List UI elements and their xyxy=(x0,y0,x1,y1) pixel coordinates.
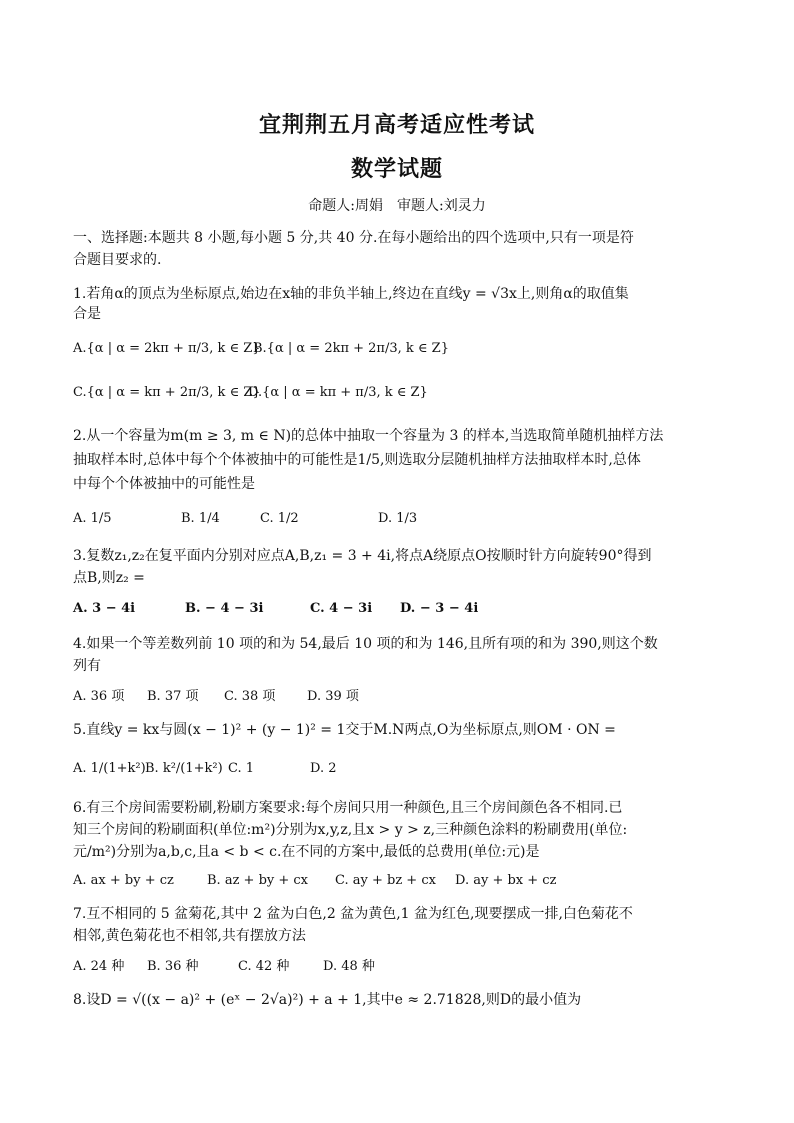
q1-stem-line1: 1.若角α的顶点为坐标原点,始边在x轴的非负半轴上,终边在直线y = √3x上,则角α的取值集 xyxy=(73,286,629,302)
q2-stem-line1: 2.从一个容量为m(m ≥ 3, m ∈ N)的总体中抽取一个容量为 3 的样本,当选取简单随机抽样方法 xyxy=(73,428,664,444)
q4-stem-line1: 4.如果一个等差数列前 10 项的和为 54,最后 10 项的和为 146,且所有项的和为 390,则这个数 xyxy=(73,636,658,652)
q6-option-a: A. ax + by + cz xyxy=(73,873,174,888)
q8-stem-line1: 8.设D = √((x − a)² + (eˣ − 2√a)²) + a + 1,其中e ≈ 2.71828,则D的最小值为 xyxy=(73,992,582,1008)
q5-option-a: A. 1/(1+k²) xyxy=(73,761,146,776)
q3-option-b: B. − 4 − 3i xyxy=(185,601,264,616)
q5-stem-line1: 5.直线y = kx与圆(x − 1)² + (y − 1)² = 1交于M.N两点,O为坐标原点,则OM · ON = xyxy=(73,722,616,738)
q4-option-b: B. 37 项 xyxy=(147,689,199,704)
q3-option-c: C. 4 − 3i xyxy=(310,601,373,616)
q5-option-c: C. 1 xyxy=(228,761,255,776)
q4-option-c: C. 38 项 xyxy=(224,689,276,704)
q1-option-d: D.{α | α = kπ + π/3, k ∈ Z} xyxy=(248,385,428,400)
q1-option-c: C.{α | α = kπ + 2π/3, k ∈ Z} xyxy=(73,385,261,400)
q1-stem-line2: 合是 xyxy=(73,306,101,322)
q2-option-b: B. 1/4 xyxy=(181,511,220,526)
q7-stem-line1: 7.互不相同的 5 盆菊花,其中 2 盆为白色,2 盆为黄色,1 盆为红色,现要摆成一排,白色菊花不 xyxy=(73,906,633,922)
q5-option-b: B. k²/(1+k²) xyxy=(145,761,223,776)
q2-stem-line3: 中每个个体被抽中的可能性是 xyxy=(73,476,255,492)
q2-option-c: C. 1/2 xyxy=(260,511,299,526)
q7-option-d: D. 48 种 xyxy=(323,959,375,974)
exam-authors: 命题人:周娟 审题人:刘灵力 xyxy=(308,198,486,214)
exam-title: 宜荆荆五月高考适应性考试 xyxy=(258,113,535,138)
q6-option-b: B. az + by + cx xyxy=(207,873,309,888)
q1-option-a: A.{α | α = 2kπ + π/3, k ∈ Z} xyxy=(73,341,261,356)
q7-option-a: A. 24 种 xyxy=(73,959,125,974)
q2-option-a: A. 1/5 xyxy=(73,511,112,526)
section-intro-line2: 合题目要求的. xyxy=(73,252,162,268)
q3-option-a: A. 3 − 4i xyxy=(73,601,136,616)
q6-stem-line3: 元/m²)分别为a,b,c,且a < b < c.在不同的方案中,最低的总费用(单位:元)是 xyxy=(73,844,540,860)
q3-stem-line2: 点B,则z₂ = xyxy=(73,570,145,586)
q6-stem-line1: 6.有三个房间需要粉刷,粉刷方案要求:每个房间只用一种颜色,且三个房间颜色各不相同.已 xyxy=(73,800,623,816)
q2-option-d: D. 1/3 xyxy=(378,511,418,526)
q7-stem-line2: 相邻,黄色菊花也不相邻,共有摆放方法 xyxy=(73,928,306,944)
q4-option-a: A. 36 项 xyxy=(73,689,125,704)
q4-stem-line2: 列有 xyxy=(73,658,101,674)
q2-stem-line2: 抽取样本时,总体中每个个体被抽中的可能性是1/5,则选取分层随机抽样方法抽取样本时,总体 xyxy=(73,452,641,468)
q4-option-d: D. 39 项 xyxy=(307,689,359,704)
q3-option-d: D. − 3 − 4i xyxy=(400,601,479,616)
q7-option-b: B. 36 种 xyxy=(147,959,199,974)
q6-stem-line2: 知三个房间的粉刷面积(单位:m²)分别为x,y,z,且x > y > z,三种颜色涂料的粉刷费用(单位: xyxy=(73,822,628,838)
section-intro-line1: 一、选择题:本题共 8 小题,每小题 5 分,共 40 分.在每小题给出的四个选项中,只有一项是符 xyxy=(73,230,634,246)
q7-option-c: C. 42 种 xyxy=(238,959,290,974)
q6-option-d: D. ay + bx + cz xyxy=(455,873,557,888)
q1-option-b: B.{α | α = 2kπ + 2π/3, k ∈ Z} xyxy=(253,341,449,356)
q3-stem-line1: 3.复数z₁,z₂在复平面内分别对应点A,B,z₁ = 3 + 4i,将点A绕原点O按顺时针方向旋转90°得到 xyxy=(73,548,652,564)
exam-subject: 数学试题 xyxy=(350,157,443,182)
q6-option-c: C. ay + bz + cx xyxy=(335,873,436,888)
q5-option-d: D. 2 xyxy=(310,761,337,776)
